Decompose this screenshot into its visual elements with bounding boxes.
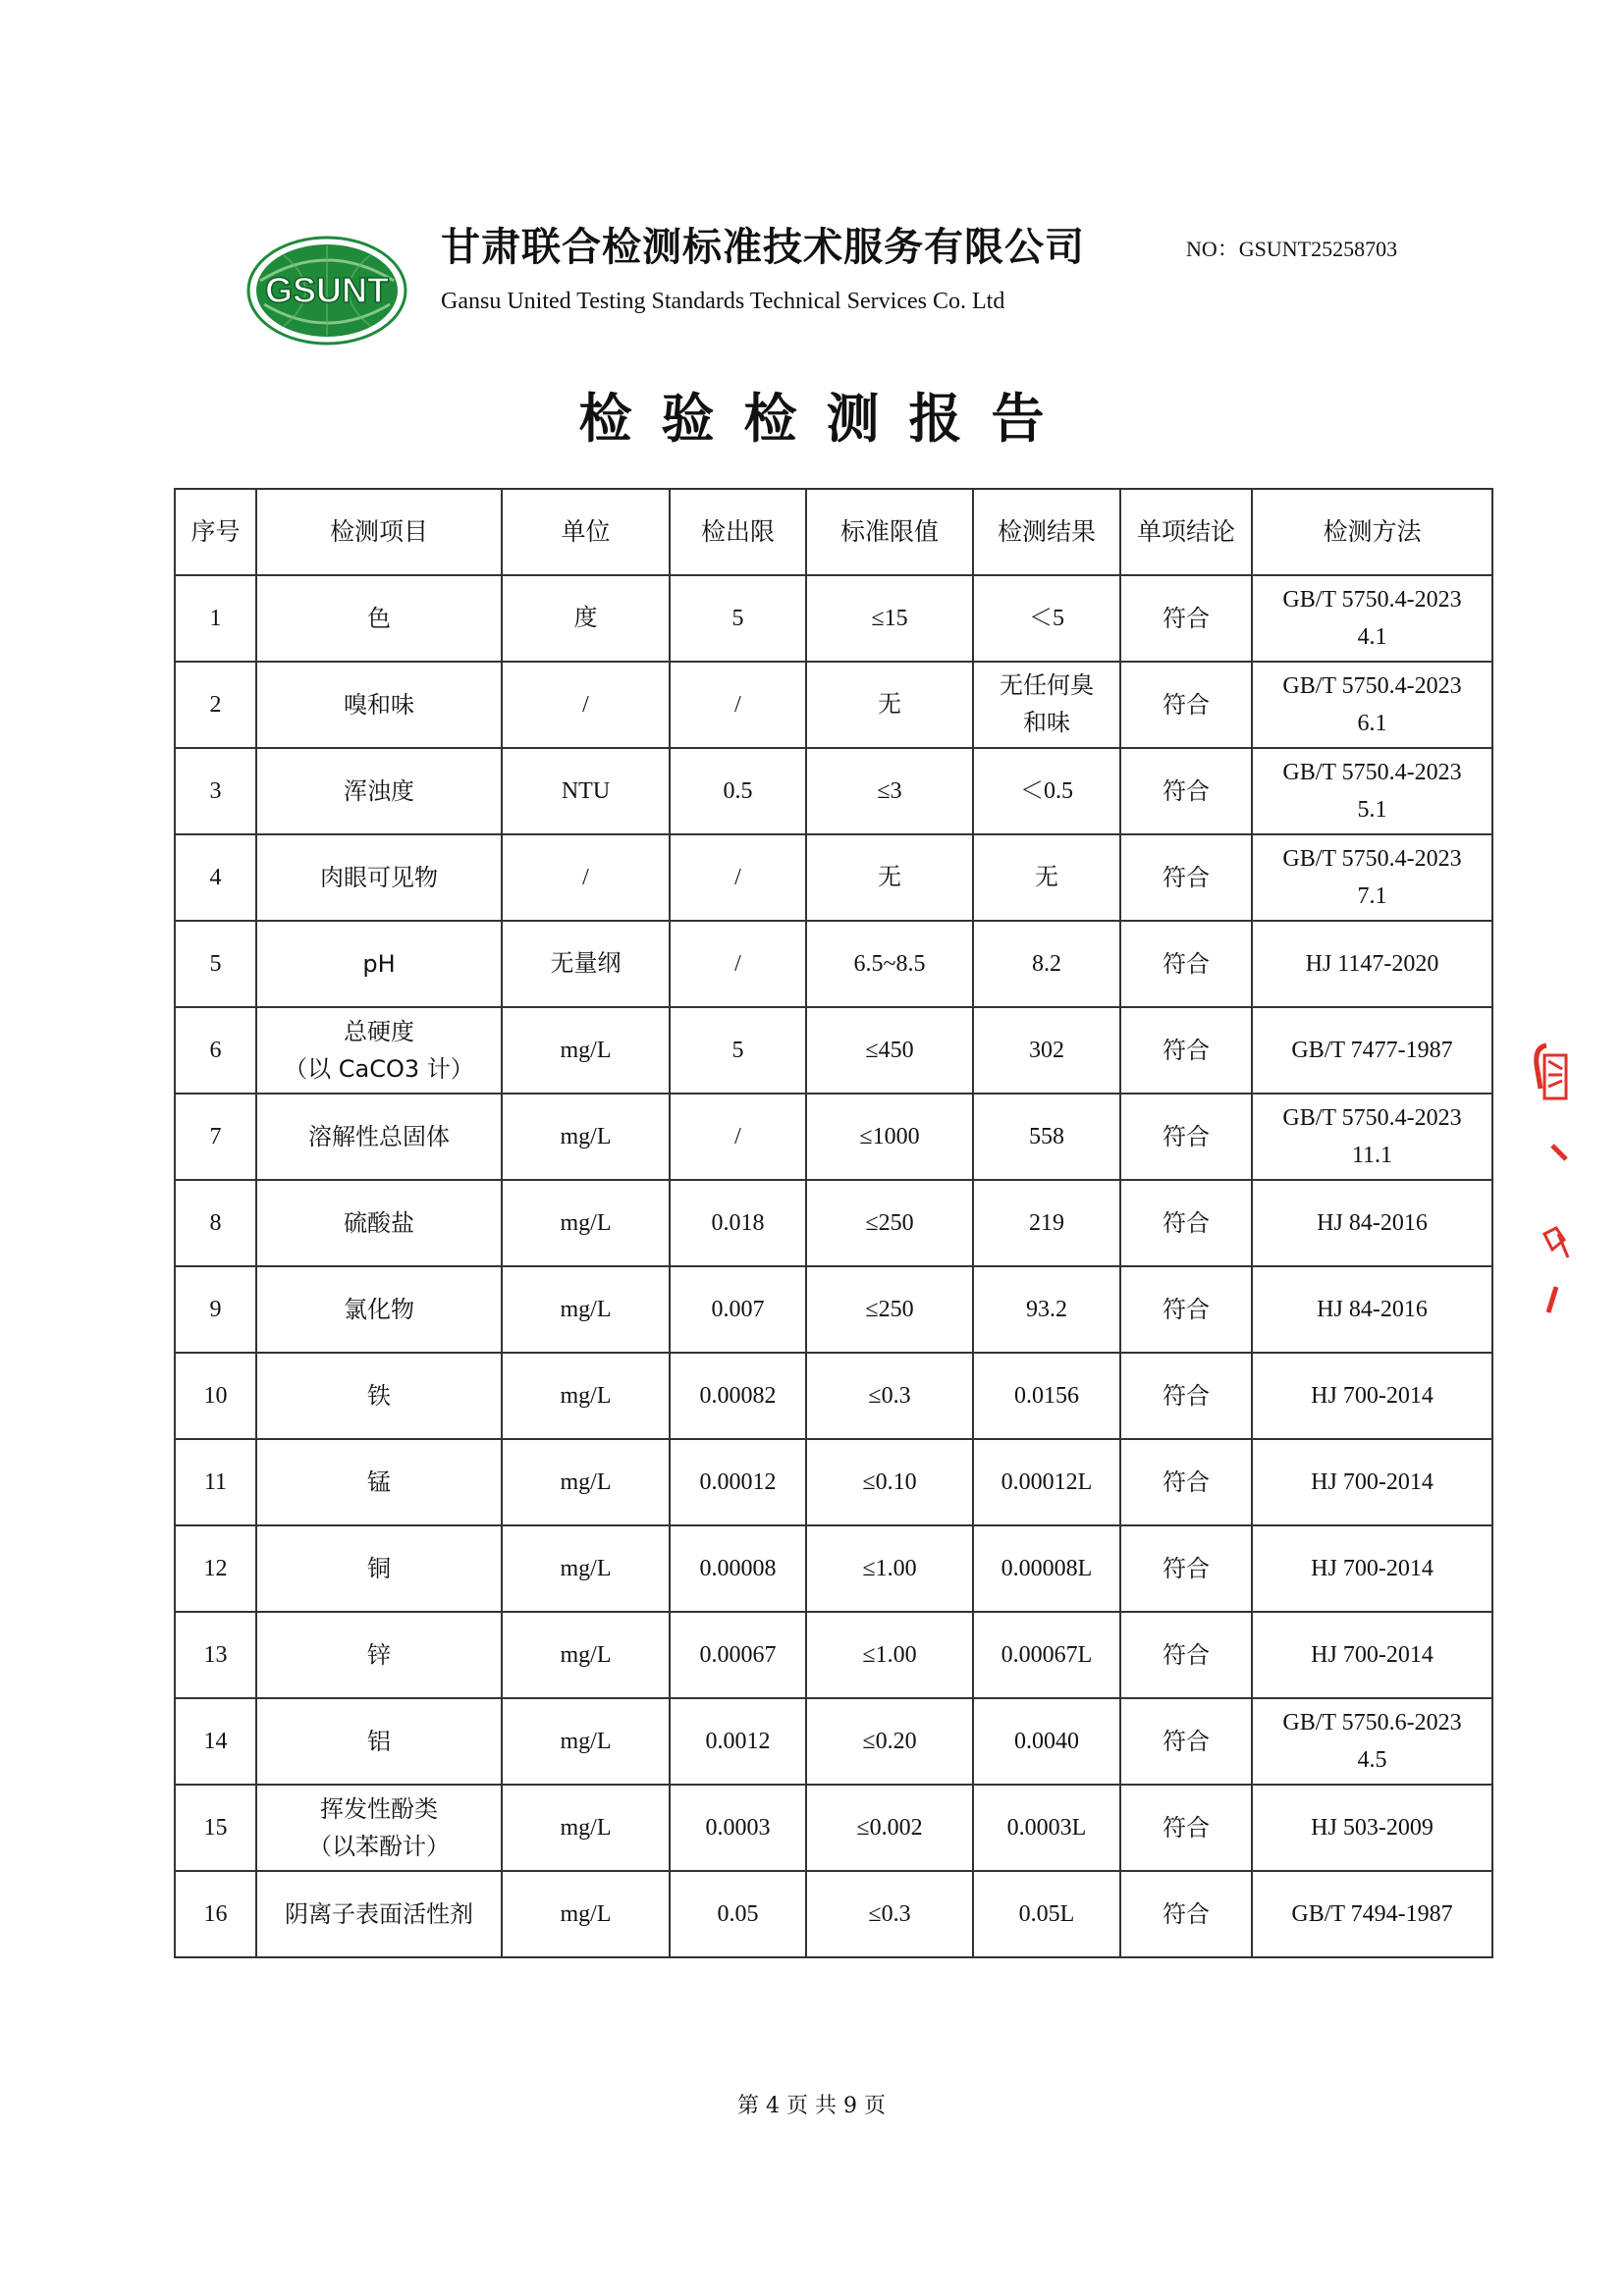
cell-unit: NTU — [502, 748, 670, 834]
cell-method: GB/T 5750.6-2023 4.5 — [1252, 1698, 1492, 1785]
cell-no: 12 — [175, 1525, 256, 1612]
cell-standard-limit: ≤3 — [806, 748, 973, 834]
cell-standard-limit: ≤0.002 — [806, 1785, 973, 1871]
cell-detection-limit: 0.0003 — [670, 1785, 806, 1871]
cell-unit: mg/L — [502, 1612, 670, 1698]
cell-item: 溶解性总固体 — [256, 1094, 502, 1180]
cell-unit: mg/L — [502, 1439, 670, 1525]
cell-standard-limit: ≤1.00 — [806, 1525, 973, 1612]
cell-no: 3 — [175, 748, 256, 834]
cell-method: HJ 700-2014 — [1252, 1353, 1492, 1439]
table-row — [175, 1698, 1492, 1785]
cell-method: HJ 84-2016 — [1252, 1180, 1492, 1266]
cell-result: 0.05L — [973, 1871, 1120, 1957]
cell-no: 13 — [175, 1612, 256, 1698]
cell-detection-limit: 0.5 — [670, 748, 806, 834]
col-header-unit: 单位 — [502, 489, 670, 575]
cell-method: GB/T 5750.4-2023 7.1 — [1252, 834, 1492, 921]
cell-no: 11 — [175, 1439, 256, 1525]
cell-item: 硫酸盐 — [256, 1180, 502, 1266]
table-row — [175, 575, 1492, 662]
table-row — [175, 1785, 1492, 1871]
cell-unit: mg/L — [502, 1871, 670, 1957]
cell-item: 嗅和味 — [256, 662, 502, 748]
cell-detection-limit: 0.018 — [670, 1180, 806, 1266]
cell-standard-limit: 无 — [806, 834, 973, 921]
cell-conclusion: 符合 — [1120, 1007, 1252, 1094]
cell-method: GB/T 5750.4-2023 11.1 — [1252, 1094, 1492, 1180]
cell-no: 7 — [175, 1094, 256, 1180]
table-row — [175, 1353, 1492, 1439]
cell-no: 8 — [175, 1180, 256, 1266]
cell-method: GB/T 7494-1987 — [1252, 1871, 1492, 1957]
report-number: NO：GSUNT25258703 — [1186, 237, 1398, 261]
cell-no: 15 — [175, 1785, 256, 1871]
cell-unit: / — [502, 662, 670, 748]
cell-result: 0.0003L — [973, 1785, 1120, 1871]
cell-unit: mg/L — [502, 1525, 670, 1612]
cell-unit: 度 — [502, 575, 670, 662]
cell-conclusion: 符合 — [1120, 1525, 1252, 1612]
table-row — [175, 834, 1492, 921]
company-name-cn: 甘肃联合检测标准技术服务有限公司 — [441, 225, 1085, 270]
cell-detection-limit: 0.0012 — [670, 1698, 806, 1785]
cell-method: HJ 84-2016 — [1252, 1266, 1492, 1353]
company-logo — [246, 236, 407, 346]
cell-detection-limit: 5 — [670, 575, 806, 662]
cell-detection-limit: 0.05 — [670, 1871, 806, 1957]
cell-no: 5 — [175, 921, 256, 1007]
cell-item: 肉眼可见物 — [256, 834, 502, 921]
cell-result: 219 — [973, 1180, 1120, 1266]
report-title: 检验检测报告 — [578, 388, 1074, 450]
cell-item: 铜 — [256, 1525, 502, 1612]
cell-conclusion: 符合 — [1120, 1353, 1252, 1439]
cell-item: 氯化物 — [256, 1266, 502, 1353]
cell-result: ＜5 — [973, 575, 1120, 662]
cell-result: 8.2 — [973, 921, 1120, 1007]
cell-unit: mg/L — [502, 1094, 670, 1180]
cell-conclusion: 符合 — [1120, 1785, 1252, 1871]
cell-method: HJ 503-2009 — [1252, 1785, 1492, 1871]
cell-result: 无任何臭 和味 — [973, 662, 1120, 748]
cell-result: 558 — [973, 1094, 1120, 1180]
cell-unit: / — [502, 834, 670, 921]
cell-conclusion: 符合 — [1120, 575, 1252, 662]
cell-method: GB/T 5750.4-2023 6.1 — [1252, 662, 1492, 748]
cell-unit: 无量纲 — [502, 921, 670, 1007]
cell-detection-limit: / — [670, 834, 806, 921]
company-name-en: Gansu United Testing Standards Technical Services Co. Ltd — [441, 289, 1005, 314]
cell-standard-limit: ≤250 — [806, 1266, 973, 1353]
cell-conclusion: 符合 — [1120, 921, 1252, 1007]
cell-detection-limit: 5 — [670, 1007, 806, 1094]
cell-unit: mg/L — [502, 1007, 670, 1094]
cell-detection-limit: 0.00008 — [670, 1525, 806, 1612]
cell-conclusion: 符合 — [1120, 1612, 1252, 1698]
cell-item: 总硬度 （以 CaCO3 计） — [256, 1007, 502, 1094]
table-row — [175, 1180, 1492, 1266]
cell-detection-limit: / — [670, 921, 806, 1007]
cell-result: 93.2 — [973, 1266, 1120, 1353]
cell-item: 挥发性酚类 （以苯酚计） — [256, 1785, 502, 1871]
cell-standard-limit: ≤1.00 — [806, 1612, 973, 1698]
cell-item: 铝 — [256, 1698, 502, 1785]
cell-unit: mg/L — [502, 1266, 670, 1353]
cell-standard-limit: ≤1000 — [806, 1094, 973, 1180]
col-header-standard-limit: 标准限值 — [806, 489, 973, 575]
table-row — [175, 1439, 1492, 1525]
cell-standard-limit: ≤0.20 — [806, 1698, 973, 1785]
cell-method: HJ 700-2014 — [1252, 1612, 1492, 1698]
table-row — [175, 1007, 1492, 1094]
cell-item: 锌 — [256, 1612, 502, 1698]
table-row — [175, 1612, 1492, 1698]
cell-no: 14 — [175, 1698, 256, 1785]
table-row — [175, 662, 1492, 748]
cell-result: 无 — [973, 834, 1120, 921]
col-header-detection-limit: 检出限 — [670, 489, 806, 575]
cell-no: 9 — [175, 1266, 256, 1353]
cell-standard-limit: ≤450 — [806, 1007, 973, 1094]
cell-result: 0.0040 — [973, 1698, 1120, 1785]
table-body — [175, 575, 1492, 1957]
cell-conclusion: 符合 — [1120, 1439, 1252, 1525]
cell-conclusion: 符合 — [1120, 1698, 1252, 1785]
cell-item: pH — [256, 921, 502, 1007]
cell-method: GB/T 5750.4-2023 4.1 — [1252, 575, 1492, 662]
cell-standard-limit: ≤250 — [806, 1180, 973, 1266]
cell-detection-limit: / — [670, 1094, 806, 1180]
logo-text: GSUNT — [265, 270, 389, 310]
cell-detection-limit: 0.00082 — [670, 1353, 806, 1439]
cell-no: 10 — [175, 1353, 256, 1439]
cell-conclusion: 符合 — [1120, 748, 1252, 834]
cell-item: 浑浊度 — [256, 748, 502, 834]
table-row — [175, 1094, 1492, 1180]
cell-standard-limit: 6.5~8.5 — [806, 921, 973, 1007]
page-number: 第 4 页 共 9 页 — [737, 2094, 886, 2118]
cell-result: 0.00008L — [973, 1525, 1120, 1612]
table-row — [175, 1266, 1492, 1353]
table-row — [175, 748, 1492, 834]
cell-method: GB/T 7477-1987 — [1252, 1007, 1492, 1094]
cell-detection-limit: 0.00067 — [670, 1612, 806, 1698]
cell-conclusion: 符合 — [1120, 662, 1252, 748]
cell-method: HJ 1147-2020 — [1252, 921, 1492, 1007]
cell-method: HJ 700-2014 — [1252, 1439, 1492, 1525]
table-row — [175, 1871, 1492, 1957]
cell-conclusion: 符合 — [1120, 834, 1252, 921]
cell-unit: mg/L — [502, 1353, 670, 1439]
cell-detection-limit: 0.00012 — [670, 1439, 806, 1525]
col-header-no: 序号 — [175, 489, 256, 575]
cell-no: 2 — [175, 662, 256, 748]
cell-conclusion: 符合 — [1120, 1180, 1252, 1266]
results-table — [174, 488, 1493, 1958]
cell-result: ＜0.5 — [973, 748, 1120, 834]
cell-method: GB/T 5750.4-2023 5.1 — [1252, 748, 1492, 834]
cell-item: 色 — [256, 575, 502, 662]
col-header-item: 检测项目 — [256, 489, 502, 575]
cell-standard-limit: ≤0.10 — [806, 1439, 973, 1525]
col-header-conclusion: 单项结论 — [1120, 489, 1252, 575]
cell-unit: mg/L — [502, 1698, 670, 1785]
cell-conclusion: 符合 — [1120, 1266, 1252, 1353]
cell-standard-limit: ≤0.3 — [806, 1353, 973, 1439]
cell-no: 4 — [175, 834, 256, 921]
cell-result: 302 — [973, 1007, 1120, 1094]
cell-unit: mg/L — [502, 1180, 670, 1266]
cell-standard-limit: 无 — [806, 662, 973, 748]
cell-standard-limit: ≤0.3 — [806, 1871, 973, 1957]
cell-result: 0.0156 — [973, 1353, 1120, 1439]
inspection-seal — [1527, 1026, 1576, 1320]
cell-detection-limit: 0.007 — [670, 1266, 806, 1353]
cell-method: HJ 700-2014 — [1252, 1525, 1492, 1612]
cell-item: 锰 — [256, 1439, 502, 1525]
table-row — [175, 921, 1492, 1007]
cell-no: 1 — [175, 575, 256, 662]
cell-unit: mg/L — [502, 1785, 670, 1871]
cell-no: 16 — [175, 1871, 256, 1957]
cell-no: 6 — [175, 1007, 256, 1094]
col-header-method: 检测方法 — [1252, 489, 1492, 575]
cell-result: 0.00012L — [973, 1439, 1120, 1525]
cell-standard-limit: ≤15 — [806, 575, 973, 662]
table-header-row — [175, 489, 1492, 575]
table-row — [175, 1525, 1492, 1612]
col-header-result: 检测结果 — [973, 489, 1120, 575]
cell-conclusion: 符合 — [1120, 1871, 1252, 1957]
cell-item: 阴离子表面活性剂 — [256, 1871, 502, 1957]
cell-result: 0.00067L — [973, 1612, 1120, 1698]
cell-conclusion: 符合 — [1120, 1094, 1252, 1180]
cell-detection-limit: / — [670, 662, 806, 748]
cell-item: 铁 — [256, 1353, 502, 1439]
